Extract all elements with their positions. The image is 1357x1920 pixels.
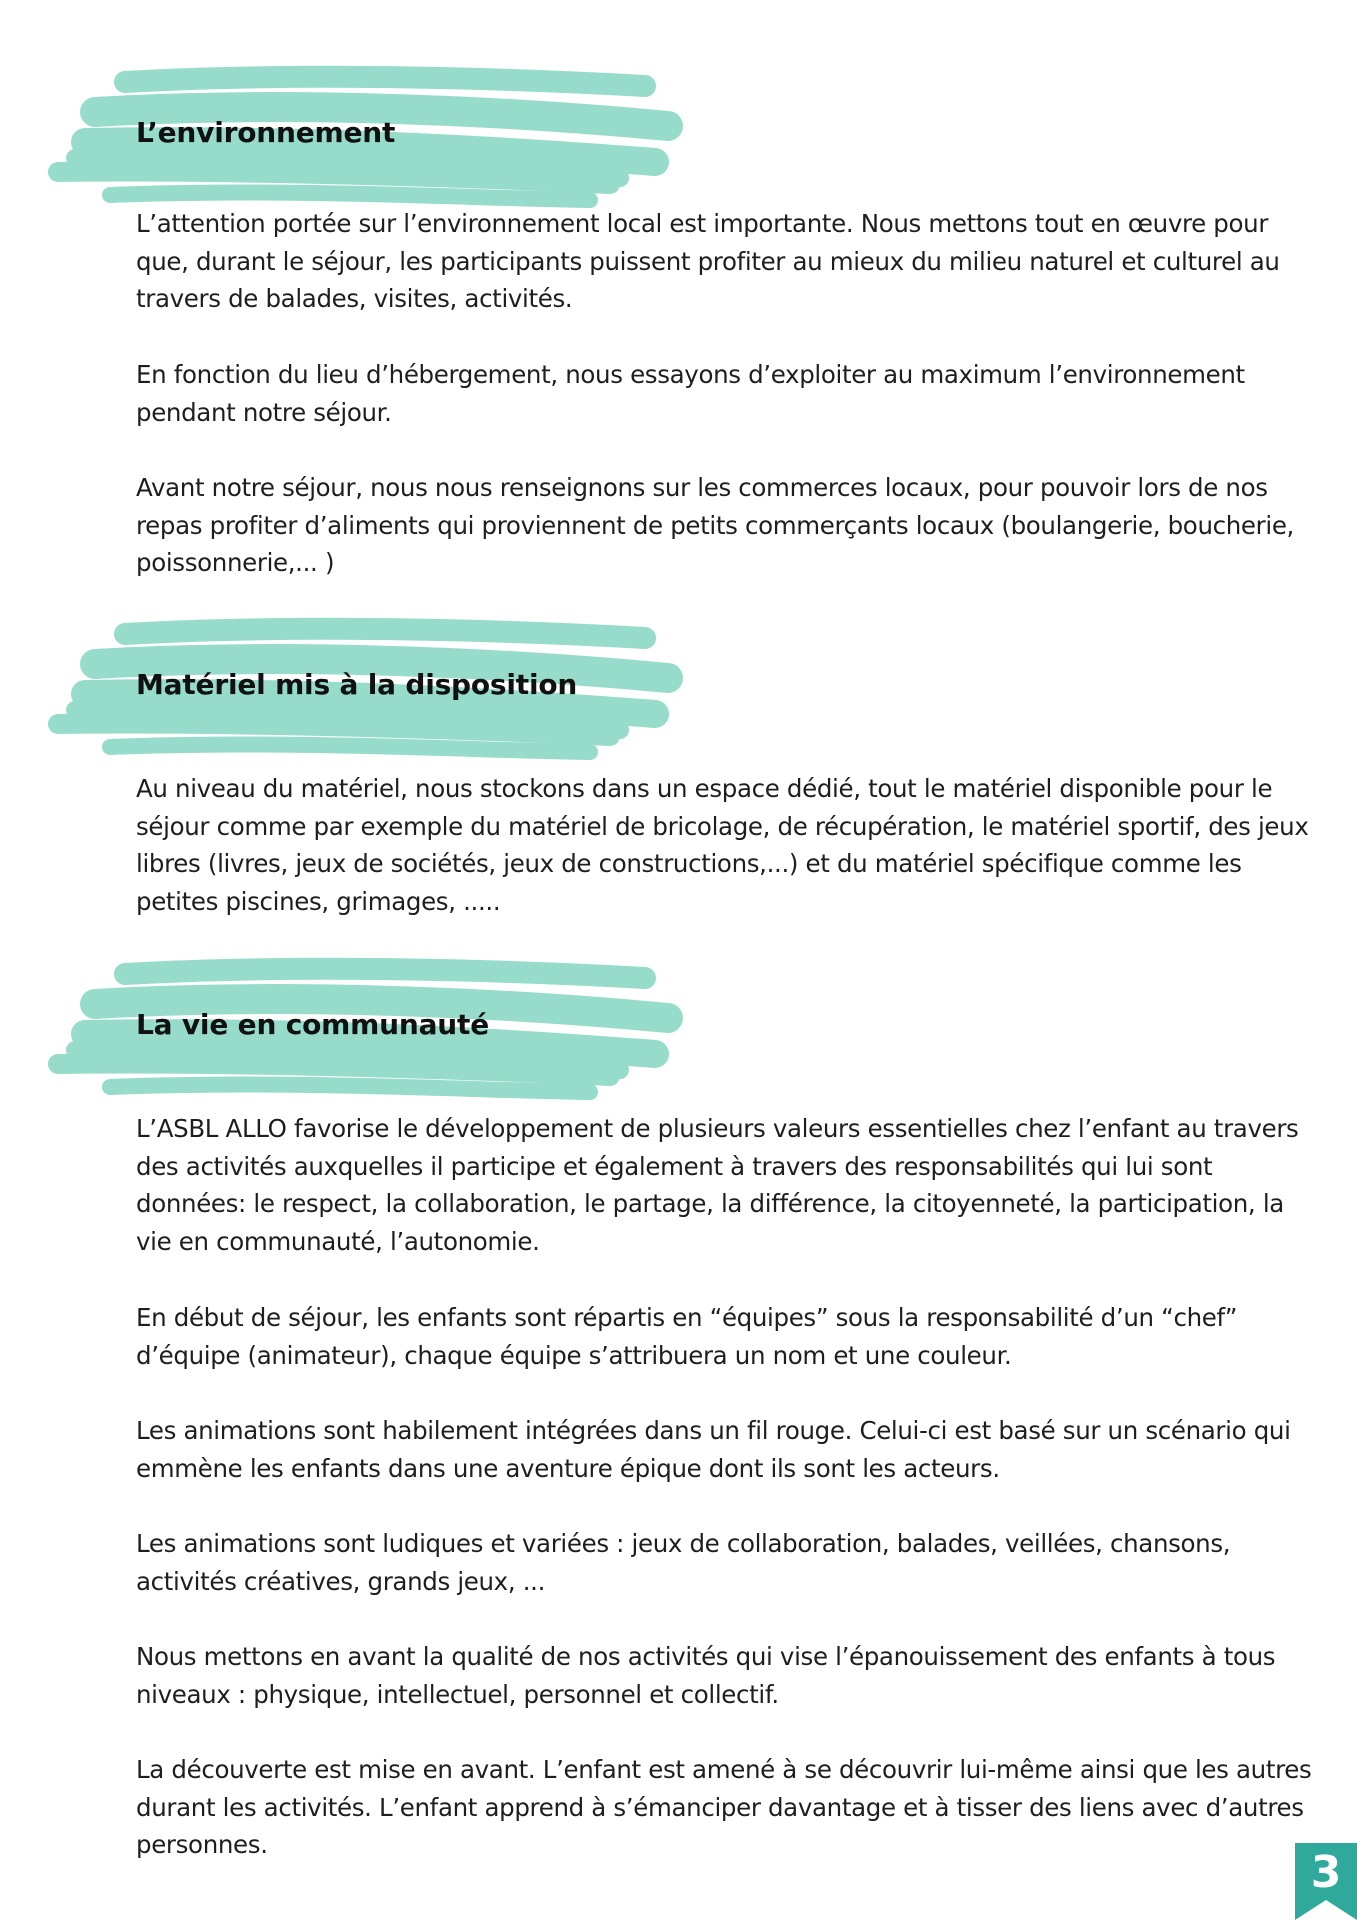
paragraph: Nous mettons en avant la qualité de nos activités qui vise l’épanouissement des enfants à tous niveaux : physique, intellectuel, personnel et collectif. [136,1642,1276,1709]
section-heading: La vie en communauté [136,1008,490,1041]
paragraph: En fonction du lieu d’hébergement, nous essayons d’exploiter au maximum l’environnement pendant notre séjour. [136,360,1245,427]
paragraph: En début de séjour, les enfants sont répartis en “équipes” sous la responsabilité d’un “chef” d’équipe (animateur), chaque équipe s’attribuera un nom et une couleur. [136,1303,1238,1370]
paragraph: Avant notre séjour, nous nous renseignons sur les commerces locaux, pour pouvoir lors de nos repas profiter d’aliments qui proviennent de petits commerçants locaux (boulangerie, boucherie, poissonnerie,... ) [136,473,1294,578]
paragraph: Au niveau du matériel, nous stockons dans un espace dédié, tout le matériel disponible pour le séjour comme par exemple du matériel de bricolage, de récupération, le matériel sportif, des jeux libres (livres, jeux de sociétés, jeux de constructions,...) et du matériel spécifique comme les petites piscines, grimages, ..... [136,774,1309,916]
paragraph: La découverte est mise en avant. L’enfant est amené à se découvrir lui-même ainsi que les autres durant les activités. L’enfant apprend à s’émanciper davantage et à tisser des liens avec d’autres personnes. [136,1755,1312,1860]
paragraph: Les animations sont habilement intégrées dans un fil rouge. Celui-ci est basé sur un scénario qui emmène les enfants dans une aventure épique dont ils sont les acteurs. [136,1416,1291,1483]
section-header-environnement [0,60,700,210]
paragraph: Les animations sont ludiques et variées : jeux de collaboration, balades, veillées, chansons, activités créatives, grands jeux, ... [136,1529,1231,1596]
page-number-badge [1295,1843,1357,1920]
section-heading: L’environnement [136,116,396,149]
paragraph: L’attention portée sur l’environnement local est importante. Nous mettons tout en œuvre pour que, durant le séjour, les participants puissent profiter au mieux du milieu naturel et culturel au travers de balades, visites, activités. [136,209,1280,314]
section-header-vie-communaute [0,952,700,1102]
page-number: 3 [1310,1847,1342,1898]
section-header-materiel [0,612,700,762]
section-heading: Matériel mis à la disposition [136,668,578,701]
paragraph: L’ASBL ALLO favorise le développement de plusieurs valeurs essentielles chez l’enfant au travers des activités auxquelles il participe et également à travers des responsabilités qui lui sont données: le respect, la collaboration, le partage, la différence, la citoyenneté, la participation, la vie en communauté, l’autonomie. [136,1114,1299,1256]
